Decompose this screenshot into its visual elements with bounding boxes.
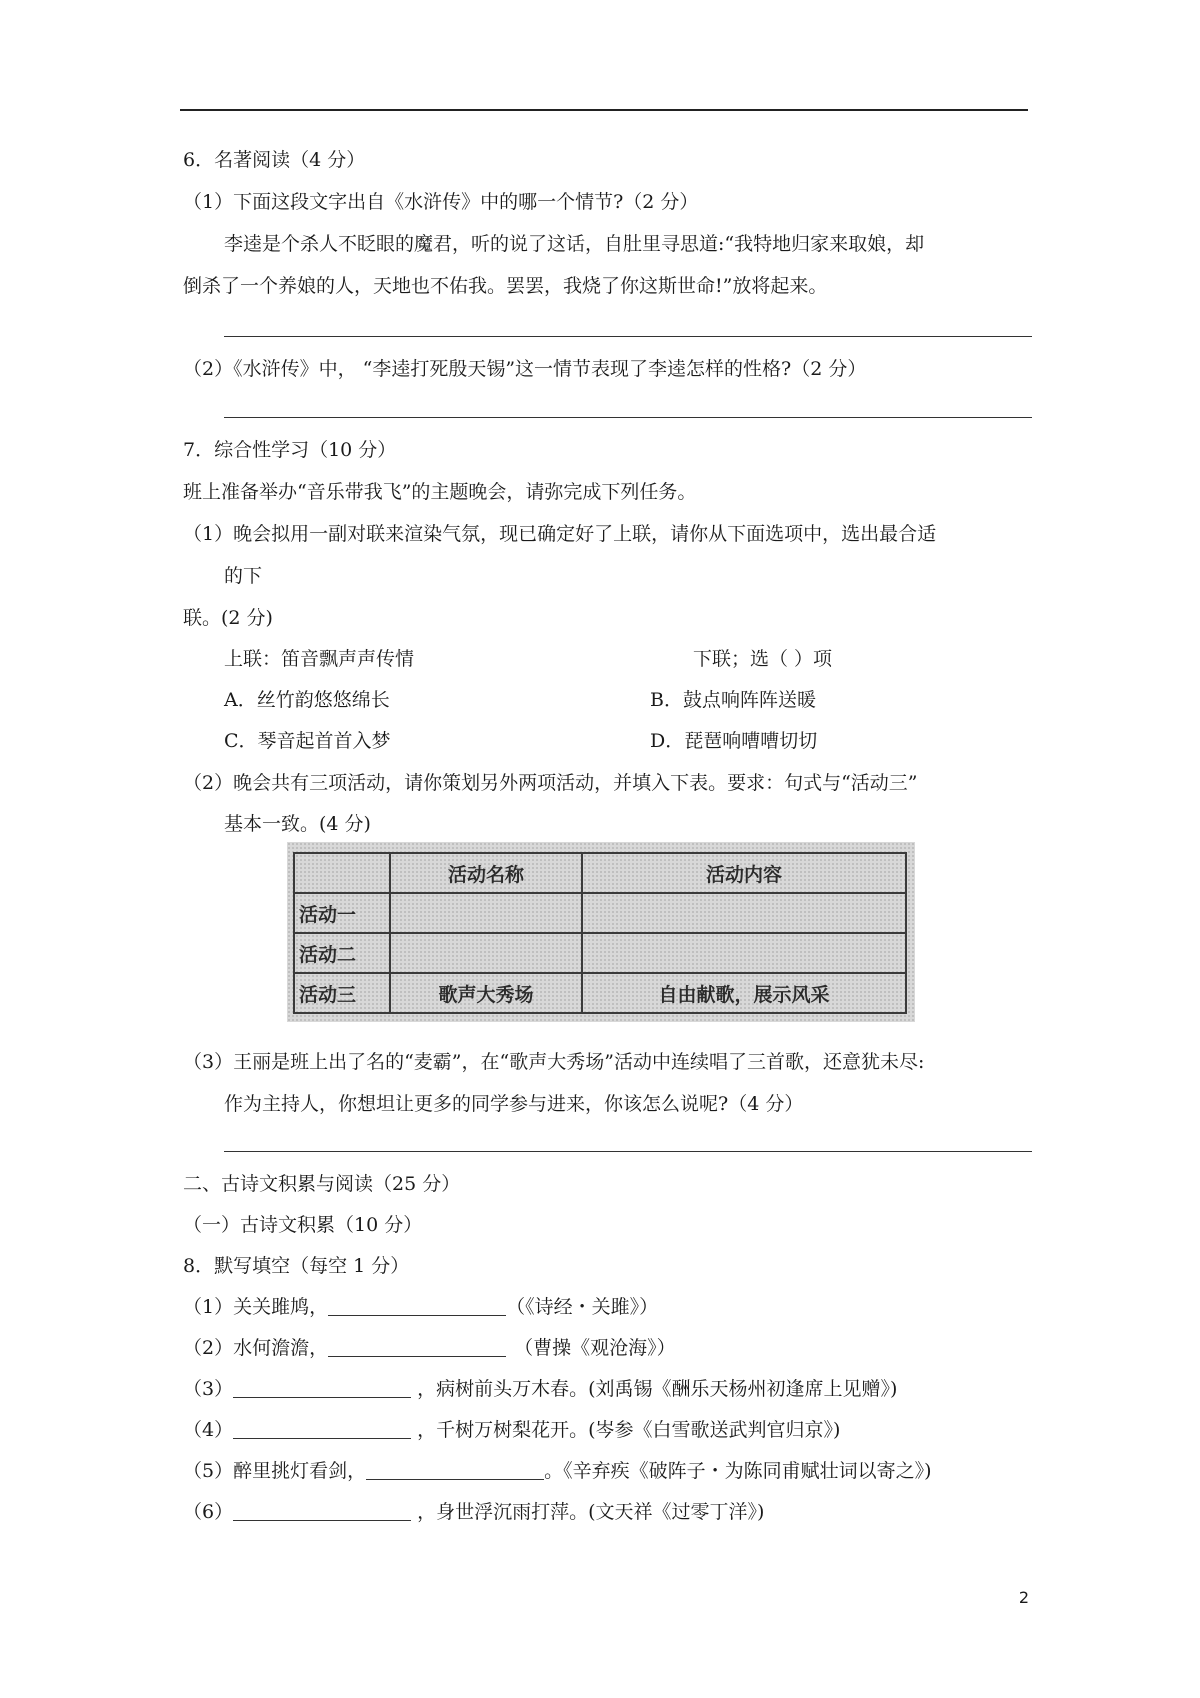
row-label-activity-1: 活动一 bbox=[294, 893, 390, 933]
section2-title: 二、古诗文积累与阅读（25 分） bbox=[183, 1173, 461, 1195]
option-b: B．鼓点响阵阵送暖 bbox=[650, 689, 816, 711]
cell-activity-2-content[interactable] bbox=[582, 933, 906, 973]
cell-activity-2-name[interactable] bbox=[390, 933, 582, 973]
poem-line-3 bbox=[183, 1377, 897, 1401]
answer-line-q7-3[interactable] bbox=[224, 1151, 1032, 1152]
blank-6[interactable] bbox=[233, 1500, 411, 1521]
poem-5-rest: 。《辛弃疾《破阵子・为陈同甫赋壮词以寄之》) bbox=[544, 1460, 932, 1482]
poem-6-prefix: （6） bbox=[183, 1501, 234, 1523]
q7-part3-line2: 作为主持人，你想坦让更多的同学参与进来，你该怎么说呢?（4 分） bbox=[224, 1093, 804, 1115]
poem-4-prefix: （4） bbox=[183, 1419, 234, 1441]
poem-line-6 bbox=[183, 1500, 764, 1524]
blank-2[interactable] bbox=[328, 1336, 506, 1357]
q7-part3-line1: （3）王丽是班上出了名的“麦霸”，在“歌声大秀场”活动中连续唱了三首歌，还意犹未尽: bbox=[183, 1051, 925, 1073]
q6-part1: （1）下面这段文字出自《水浒传》中的哪一个情节?（2 分） bbox=[183, 191, 699, 213]
answer-line-q6-2[interactable] bbox=[224, 417, 1032, 418]
page-number: 2 bbox=[1018, 1588, 1029, 1607]
option-a: A．丝竹韵悠悠绵长 bbox=[224, 689, 390, 711]
header-activity-content: 活动内容 bbox=[582, 853, 906, 893]
poem-line-2 bbox=[183, 1336, 676, 1360]
activity-table bbox=[293, 852, 907, 1014]
poem-2-source: （曹操《观沧海》） bbox=[514, 1337, 676, 1359]
q7-part2-line1: （2）晚会共有三项活动，请你策划另外两项活动，并填入下表。要求：句式与“活动三” bbox=[183, 772, 918, 794]
couplet-upper: 上联：笛音飘声声传情 bbox=[224, 648, 415, 670]
poem-3-rest: ，病树前头万木春。(刘禹锡《酬乐天杨州初逢席上见赠》) bbox=[417, 1378, 898, 1400]
poem-1-prefix: （1）关关雎鸠， bbox=[183, 1296, 329, 1318]
poem-3-prefix: （3） bbox=[183, 1378, 234, 1400]
poem-1-source: （《诗经・关雎》） bbox=[506, 1296, 659, 1318]
row-label-activity-3: 活动三 bbox=[294, 973, 390, 1013]
table-corner bbox=[294, 853, 390, 893]
header-activity-name: 活动名称 bbox=[390, 853, 582, 893]
q6-part2: （2）《水浒传》中， “李逵打死殷天锡”这一情节表现了李逵怎样的性格?（2 分） bbox=[183, 358, 867, 380]
activity-table-scan bbox=[287, 842, 915, 1022]
answer-line-q6-1[interactable] bbox=[224, 336, 1032, 337]
q7-part1-line3: 联。(2 分) bbox=[183, 607, 273, 629]
option-c: C．琴音起首首入梦 bbox=[224, 730, 391, 752]
q7-part1-line2: 的下 bbox=[224, 565, 263, 587]
cell-activity-3-content: 自由献歌，展示风采 bbox=[582, 973, 906, 1013]
poem-4-rest: ，千树万树梨花开。(岑参《白雪歌送武判官归京》) bbox=[417, 1419, 841, 1441]
row-label-activity-2: 活动二 bbox=[294, 933, 390, 973]
q7-part1-line1: （1）晚会拟用一副对联来渲染气氛，现已确定好了上联，请你从下面选项中，选出最合适 bbox=[183, 523, 937, 545]
section2-sub: （一）古诗文积累（10 分） bbox=[183, 1214, 423, 1236]
q7-part2-line2: 基本一致。(4 分) bbox=[224, 813, 371, 835]
poem-2-prefix: （2）水何澹澹， bbox=[183, 1337, 329, 1359]
poem-line-5 bbox=[183, 1459, 932, 1483]
q6-passage-line1: 李逵是个杀人不眨眼的魔君，听的说了这话，自肚里寻思道:“我特地归家来取娘，却 bbox=[224, 233, 925, 255]
q8-title: 8．默写填空（每空 1 分） bbox=[183, 1255, 410, 1277]
q6-title: 6．名著阅读（4 分） bbox=[183, 149, 366, 171]
poem-line-1 bbox=[183, 1295, 658, 1319]
cell-activity-1-content[interactable] bbox=[582, 893, 906, 933]
option-d: D．琵琶响嘈嘈切切 bbox=[650, 730, 818, 752]
q7-title: 7．综合性学习（10 分） bbox=[183, 439, 397, 461]
cell-activity-1-name[interactable] bbox=[390, 893, 582, 933]
poem-6-rest: ，身世浮沉雨打萍。(文天祥《过零丁洋》) bbox=[417, 1501, 765, 1523]
header-rule bbox=[180, 109, 1028, 111]
cell-activity-3-name: 歌声大秀场 bbox=[390, 973, 582, 1013]
couplet-lower-choice[interactable]: 下联；选（ ）项 bbox=[693, 648, 833, 670]
blank-4[interactable] bbox=[233, 1418, 411, 1439]
q6-passage-line2: 倒杀了一个养娘的人，天地也不佑我。罢罢，我烧了你这斯世命!”放将起来。 bbox=[183, 275, 828, 297]
blank-5[interactable] bbox=[366, 1459, 544, 1480]
q7-intro: 班上准备举办“音乐带我飞”的主题晚会，请弥完成下列任务。 bbox=[183, 481, 697, 503]
blank-3[interactable] bbox=[233, 1377, 411, 1398]
poem-line-4 bbox=[183, 1418, 840, 1442]
poem-5-prefix: （5）醉里挑灯看剑， bbox=[183, 1460, 367, 1482]
blank-1[interactable] bbox=[328, 1295, 506, 1316]
